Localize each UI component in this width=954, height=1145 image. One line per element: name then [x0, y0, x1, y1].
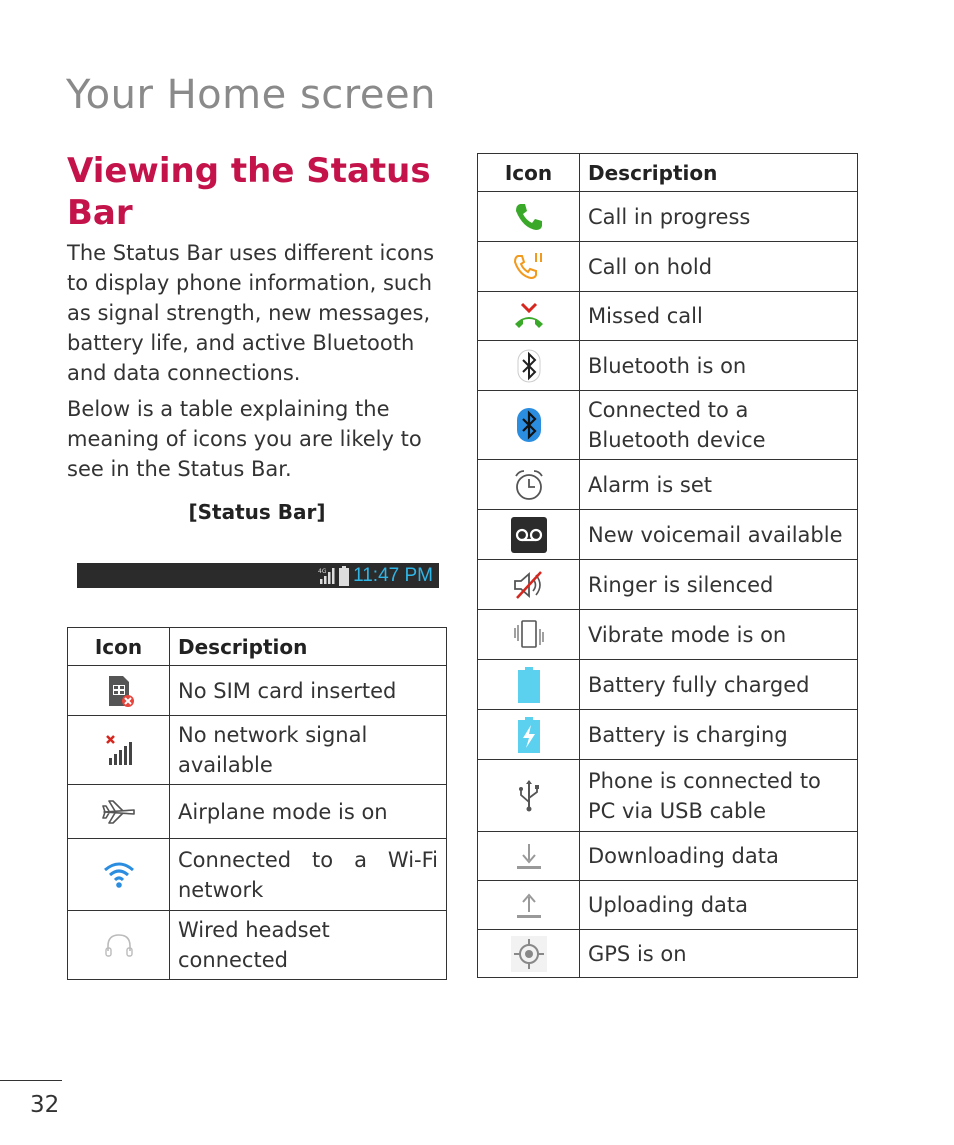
row-description: Battery fully charged	[580, 660, 858, 710]
page-number: 32	[30, 1092, 60, 1118]
gps-icon	[511, 936, 547, 972]
table-row	[478, 760, 858, 832]
left-column	[67, 150, 447, 524]
table-row	[478, 660, 858, 710]
row-description: Connected to a Bluetooth device	[580, 391, 858, 460]
signal-4g-icon	[318, 567, 336, 585]
ringer-silenced-icon	[511, 567, 547, 603]
call-on-hold-icon	[511, 249, 547, 285]
icon-table-right	[477, 153, 858, 978]
section-heading: Viewing the Status Bar	[67, 151, 431, 233]
status-bar-image	[77, 563, 439, 588]
row-description: GPS is on	[580, 930, 858, 978]
icon-table-left	[67, 627, 447, 980]
table-row	[68, 716, 447, 785]
no-signal-icon	[101, 732, 137, 768]
icon-header: Icon	[68, 628, 170, 666]
row-description: New voicemail available	[580, 510, 858, 560]
row-description: Missed call	[580, 292, 858, 341]
headset-icon	[101, 927, 137, 963]
table-row	[478, 292, 858, 341]
table-row	[478, 930, 858, 978]
table-row	[478, 242, 858, 292]
footer-divider	[0, 1080, 62, 1081]
voicemail-icon	[511, 517, 547, 553]
row-description: Call in progress	[580, 192, 858, 242]
table-row	[478, 832, 858, 881]
row-description: Downloading data	[580, 832, 858, 881]
row-description: Uploading data	[580, 881, 858, 930]
table-row	[68, 911, 447, 980]
bluetooth-icon	[511, 348, 547, 384]
call-in-progress-icon	[511, 199, 547, 235]
table-row	[478, 391, 858, 460]
bluetooth-connected-icon	[511, 407, 547, 443]
row-description: Phone is connected to PC via USB cable	[580, 760, 858, 832]
battery-charging-icon	[511, 717, 547, 753]
table-header-row	[478, 154, 858, 192]
row-description: No network signal available	[170, 716, 447, 785]
no-sim-icon	[101, 673, 137, 709]
row-description: Wired headset connected	[170, 911, 447, 980]
row-description: Ringer is silenced	[580, 560, 858, 610]
description-header: Description	[580, 154, 858, 192]
table-row	[478, 192, 858, 242]
table-row	[68, 666, 447, 716]
table-row	[478, 610, 858, 660]
table-row	[68, 785, 447, 839]
row-description: Connected to a Wi-Fi network	[170, 839, 447, 911]
intro-paragraph: The Status Bar uses different icons to display phone information, such as signal strength, new messages, battery life, and active Bluetooth and data connections.	[67, 241, 435, 385]
status-bar-caption: [Status Bar]	[188, 500, 326, 524]
network-label: 4G	[318, 567, 327, 575]
table-intro-paragraph: Below is a table explaining the meaning of icons you are likely to see in the Status Bar.	[67, 397, 422, 481]
row-description: Alarm is set	[580, 460, 858, 510]
status-time: 11:47 PM	[353, 564, 433, 586]
battery-full-icon	[511, 667, 547, 703]
download-icon	[511, 838, 547, 874]
row-description: Battery is charging	[580, 710, 858, 760]
row-description: Call on hold	[580, 242, 858, 292]
page-title: Your Home screen	[66, 72, 436, 118]
vibrate-icon	[511, 617, 547, 653]
table-row	[478, 710, 858, 760]
table-row	[68, 839, 447, 911]
upload-icon	[511, 887, 547, 923]
alarm-icon	[511, 467, 547, 503]
usb-icon	[511, 778, 547, 814]
battery-icon	[339, 566, 349, 586]
row-description: Airplane mode is on	[170, 785, 447, 839]
table-row	[478, 560, 858, 610]
table-row	[478, 510, 858, 560]
missed-call-icon	[511, 298, 547, 334]
icon-header: Icon	[478, 154, 580, 192]
row-description: Bluetooth is on	[580, 341, 858, 391]
table-row	[478, 341, 858, 391]
airplane-icon	[101, 794, 137, 830]
table-header-row	[68, 628, 447, 666]
table-row	[478, 881, 858, 930]
wifi-icon	[101, 857, 137, 893]
row-description: No SIM card inserted	[170, 666, 447, 716]
row-description: Vibrate mode is on	[580, 610, 858, 660]
description-header: Description	[170, 628, 447, 666]
table-row	[478, 460, 858, 510]
